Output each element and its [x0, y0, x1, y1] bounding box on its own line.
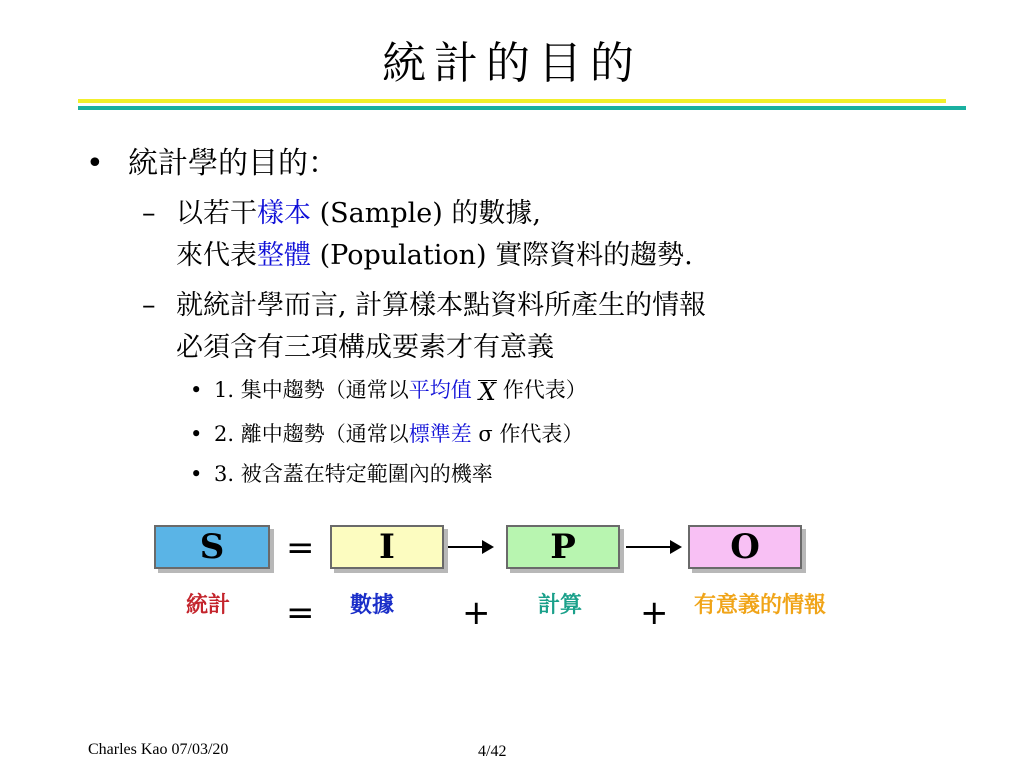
item-text: 1. 集中趨勢（通常以平均值 X 作代表） [214, 378, 587, 406]
title-underline-teal [78, 106, 966, 110]
dash-marker: – [142, 198, 156, 229]
item-text: 3. 被含蓋在特定範圍內的機率 [214, 462, 493, 486]
arrow-right [626, 546, 680, 548]
plus-sign: + [462, 593, 491, 633]
equals-sign: = [286, 593, 315, 633]
sub-bullet-line: 以若干樣本 (Sample) 的數據, [176, 198, 541, 229]
sigma-symbol: σ [478, 422, 493, 446]
item-marker: • [190, 462, 203, 486]
sub-bullet-line: 必須含有三項構成要素才有意義 [176, 332, 554, 363]
box-o: O [688, 525, 802, 569]
box-p: P [506, 525, 620, 569]
sub-bullet-line: 就統計學而言, 計算樣本點資料所產生的情報 [176, 290, 707, 321]
item-marker: • [190, 378, 203, 402]
label-meaningful-info: 有意義的情報 [694, 593, 827, 618]
sub-bullet-line: 來代表整體 (Population) 實際資料的趨勢. [176, 240, 693, 271]
box-i: I [330, 525, 444, 569]
bullet-purpose [86, 146, 338, 182]
box-s: S [154, 525, 270, 569]
bullet-marker: • [86, 146, 104, 181]
x-bar-symbol: X [478, 378, 496, 406]
slide-title: 統計的目的 [382, 38, 642, 89]
title-underline-yellow [78, 99, 946, 103]
label-statistics: 統計 [186, 593, 231, 618]
arrow-right [448, 546, 492, 548]
equals-sign: = [286, 528, 315, 568]
label-data: 數據 [350, 593, 395, 618]
bullet-text: 統計學的目的： [128, 146, 338, 181]
footer-page-number: 4/42 [478, 743, 507, 760]
dash-marker: – [142, 290, 156, 321]
item-marker: • [190, 422, 203, 446]
label-calculation: 計算 [538, 593, 583, 618]
plus-sign: + [640, 593, 669, 633]
item-text: 2. 離中趨勢（通常以標準差 σ 作代表） [214, 422, 584, 446]
footer-author-date: Charles Kao 07/03/20 [88, 741, 229, 758]
